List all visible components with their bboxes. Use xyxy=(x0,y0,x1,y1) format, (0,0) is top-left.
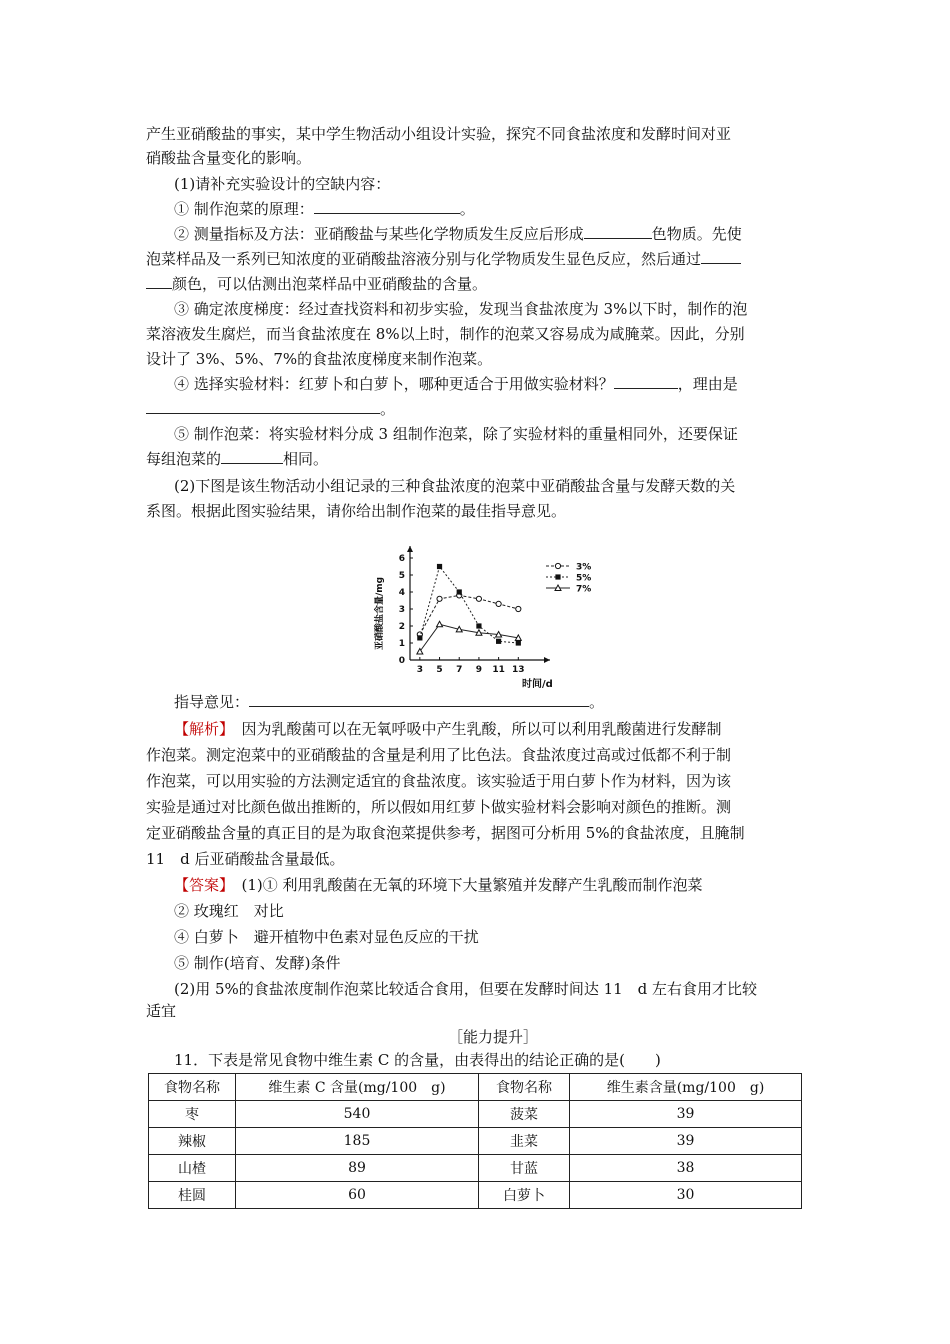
table-cell: 39 xyxy=(570,1101,802,1128)
answer-line: ⑤ 制作(培育、发酵)条件 xyxy=(174,954,341,972)
data-point xyxy=(457,589,462,594)
table-header: 维生素含量(mg/100 g) xyxy=(570,1074,802,1101)
y-tick-label: 1 xyxy=(398,639,405,649)
table-cell: 185 xyxy=(236,1128,479,1155)
x-tick-label: 3 xyxy=(416,665,423,675)
q1-item-4: ④ 选择实验材料：红萝卜和白萝卜，哪种更适合于用做实验材料？ ，理由是 xyxy=(174,375,738,393)
q2-text: (2)下图是该生物活动小组记录的三种食盐浓度的泡菜中亚硝酸盐含量与发酵天数的关 xyxy=(174,477,736,495)
x-tick-label: 9 xyxy=(475,665,483,675)
answer-line: 【答案】 (1)① 利用乳酸菌在无氧的环境下大量繁殖并发酵产生乳酸而制作泡菜 xyxy=(174,876,703,894)
x-tick-label: 13 xyxy=(512,665,525,675)
q1-item-2-cont: 泡菜样品及一系列已知浓度的亚硝酸盐溶液分别与化学物质发生显色反应，然后通过 xyxy=(146,249,741,269)
q1-item-3-cont: 设计了 3%、5%、7%的食盐浓度梯度来制作泡菜。 xyxy=(146,350,493,368)
data-point xyxy=(437,621,443,627)
answer-tag: 【答案】 xyxy=(174,876,227,894)
answer-blank[interactable] xyxy=(249,692,589,707)
analysis-line: 实验是通过对比颜色做出推断的，所以假如用红萝卜做实验材料会影响对颜色的推断。测 xyxy=(146,798,732,816)
data-point xyxy=(516,640,521,645)
legend-label: 5% xyxy=(576,573,592,584)
answer-line: (2)用 5%的食盐浓度制作泡菜比较适合食用，但要在发酵时间达 11 d 左右食用才比较 xyxy=(174,980,758,998)
q1-item-1: ① 制作泡菜的原理： 。 xyxy=(174,200,475,218)
table-row xyxy=(149,1101,802,1128)
table-cell: 白萝卜 xyxy=(479,1182,570,1209)
intro-line: 硝酸盐含量变化的影响。 xyxy=(146,149,312,167)
answer-blank[interactable] xyxy=(701,249,741,264)
table-header: 食物名称 xyxy=(149,1074,236,1101)
answer-blank[interactable] xyxy=(614,374,678,389)
table-cell: 韭菜 xyxy=(479,1128,570,1155)
analysis-line: 定亚硝酸盐含量的真正目的是为取食泡菜提供参考，据图可分析用 5%的食盐浓度，且腌制 xyxy=(146,824,745,842)
answer-blank[interactable] xyxy=(584,224,652,239)
data-point xyxy=(516,606,521,611)
table-row xyxy=(149,1155,802,1182)
y-tick-label: 0 xyxy=(398,656,405,666)
q1-item-5: ⑤ 制作泡菜：将实验材料分成 3 组制作泡菜，除了实验材料的重量相同外，还要保证 xyxy=(174,425,738,443)
y-axis-arrow xyxy=(407,546,413,552)
answer-blank[interactable] xyxy=(221,449,283,464)
answer-blank[interactable] xyxy=(314,199,460,214)
analysis-line: 作泡菜，可以用实验的方法测定适宜的食盐浓度。该实验适于用白萝卜作为材料，因为该 xyxy=(146,772,732,790)
table-cell: 枣 xyxy=(149,1101,236,1128)
y-tick-label: 3 xyxy=(398,605,405,615)
table-cell: 60 xyxy=(236,1182,479,1209)
data-point xyxy=(476,596,481,601)
answer-blank[interactable] xyxy=(146,274,172,289)
analysis-tag: 【解析】 xyxy=(174,720,227,738)
legend-label: 3% xyxy=(576,562,592,573)
table-cell: 辣椒 xyxy=(149,1128,236,1155)
y-tick-label: 4 xyxy=(398,588,405,598)
legend-label: 7% xyxy=(576,584,592,595)
y-tick-label: 5 xyxy=(398,571,405,581)
y-tick-label: 6 xyxy=(398,554,405,564)
table-row xyxy=(149,1182,802,1209)
x-axis-arrow xyxy=(544,657,550,663)
answer-blank[interactable] xyxy=(146,399,380,414)
nitrite-chart xyxy=(370,540,610,700)
question-11: 11．下表是常见食物中维生素 C 的含量，由表得出的结论正确的是( ) xyxy=(174,1051,661,1069)
table-cell: 桂圆 xyxy=(149,1182,236,1209)
answer-line: ② 玫瑰红 对比 xyxy=(174,902,284,920)
x-tick-label: 11 xyxy=(492,665,505,675)
table-row xyxy=(149,1128,802,1155)
x-tick-label: 5 xyxy=(436,665,443,675)
table-cell: 89 xyxy=(236,1155,479,1182)
data-point xyxy=(417,635,422,640)
analysis-line: 【解析】 因为乳酸菌可以在无氧呼吸中产生乳酸，所以可以利用乳酸菌进行发酵制 xyxy=(174,720,722,738)
analysis-line: 作泡菜。测定泡菜中的亚硝酸盐的含量是利用了比色法。食盐浓度过高或过低都不利于制 xyxy=(146,746,732,764)
q1-item-5-cont: 每组泡菜的 相同。 xyxy=(146,450,329,468)
table-header-row xyxy=(149,1074,802,1101)
analysis-line: 11 d 后亚硝酸盐含量最低。 xyxy=(146,850,345,868)
answer-line: 适宜 xyxy=(146,1002,177,1020)
q1-item-2-cont: 颜色，可以估测出泡菜样品中亚硝酸盐的含量。 xyxy=(146,274,487,294)
table-cell: 山楂 xyxy=(149,1155,236,1182)
guide-line: 指导意见： 。 xyxy=(174,693,605,711)
table-cell: 30 xyxy=(570,1182,802,1209)
y-tick-label: 2 xyxy=(398,622,405,632)
q1-item-4-cont: 。 xyxy=(146,399,395,419)
data-point xyxy=(496,639,501,644)
table-header: 食物名称 xyxy=(479,1074,570,1101)
series-line-3% xyxy=(420,595,518,634)
q1-heading: (1)请补充实验设计的空缺内容： xyxy=(174,175,391,193)
table-cell: 38 xyxy=(570,1155,802,1182)
answer-line: ④ 白萝卜 避开植物中色素对显色反应的干扰 xyxy=(174,928,479,946)
section-title: ［能力提升］ xyxy=(448,1028,539,1046)
table-cell: 菠菜 xyxy=(479,1101,570,1128)
intro-line: 产生亚硝酸盐的事实，某中学生物活动小组设计实验，探究不同食盐浓度和发酵时间对亚 xyxy=(146,125,732,143)
data-point xyxy=(496,601,501,606)
vitamin-c-table xyxy=(148,1073,802,1209)
q1-item-3: ③ 确定浓度梯度：经过查找资料和初步实验，发现当食盐浓度为 3%以下时，制作的泡 xyxy=(174,300,748,318)
series-line-7% xyxy=(420,624,518,651)
data-point xyxy=(437,596,442,601)
q1-item-2: ② 测量指标及方法：亚硝酸盐与某些化学物质发生反应后形成 色物质。先使 xyxy=(174,225,742,243)
data-point xyxy=(437,564,442,569)
q2-text: 系图。根据此图实验结果，请你给出制作泡菜的最佳指导意见。 xyxy=(146,502,567,520)
table-cell: 甘蓝 xyxy=(479,1155,570,1182)
legend-marker xyxy=(555,563,560,568)
y-axis-label: 亚硝酸盐含量/mg xyxy=(375,576,385,650)
data-point xyxy=(476,623,481,628)
q1-item-3-cont: 菜溶液发生腐烂，而当食盐浓度在 8%以上时，制作的泡菜又容易成为咸腌菜。因此，分别 xyxy=(146,325,745,343)
table-cell: 39 xyxy=(570,1128,802,1155)
x-axis-label: 时间/d xyxy=(522,679,553,690)
x-tick-label: 7 xyxy=(456,665,463,675)
table-cell: 540 xyxy=(236,1101,479,1128)
legend-marker xyxy=(555,574,560,579)
table-header: 维生素 C 含量(mg/100 g) xyxy=(236,1074,479,1101)
